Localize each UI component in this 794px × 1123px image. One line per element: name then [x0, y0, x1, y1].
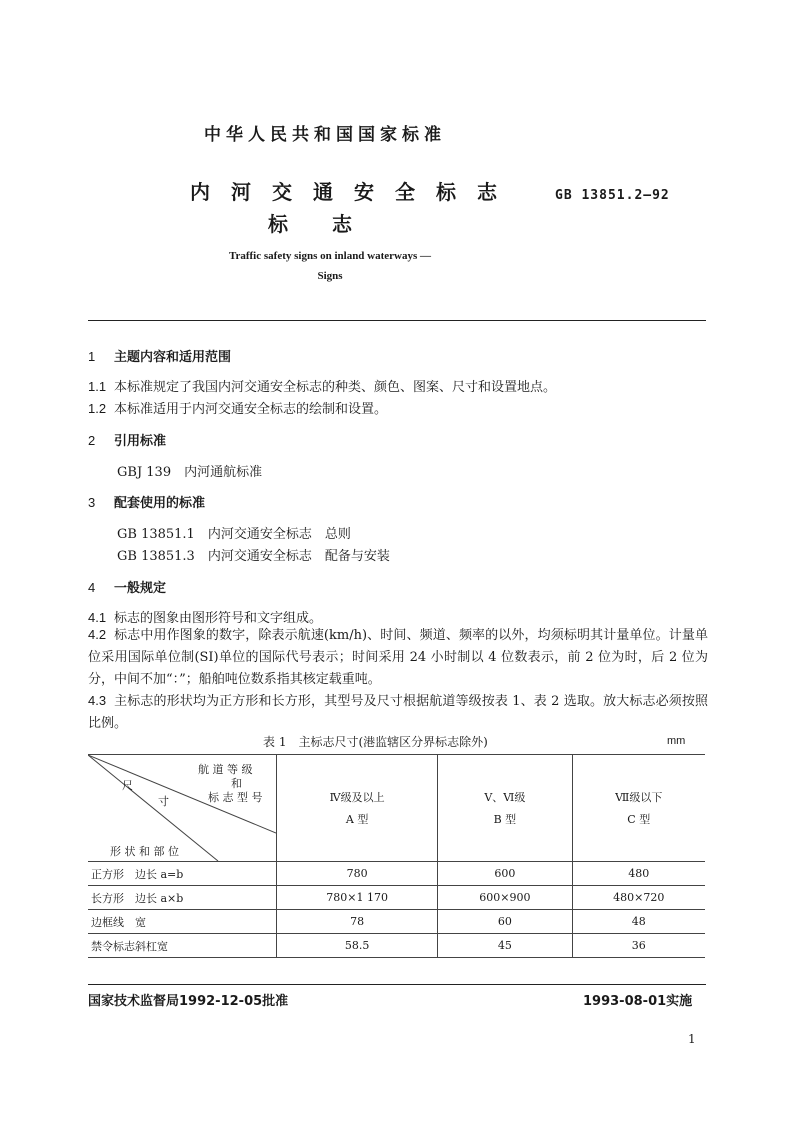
table-cell: 480	[572, 862, 705, 886]
page-number: 1	[688, 1032, 696, 1046]
table-row	[88, 934, 705, 958]
english-subtitle: Signs	[317, 270, 343, 282]
column-header-c	[572, 755, 705, 862]
row-label: 正方形 边长 a=b	[88, 862, 277, 886]
main-sign-size-table	[88, 754, 705, 958]
corner-label-type: 标 志 型 号	[208, 791, 263, 804]
clause-4-3	[88, 690, 708, 735]
document-title: 内河交通安全标志	[190, 180, 518, 204]
corner-label-size-1: 尺	[122, 779, 133, 792]
section-number: 2	[88, 433, 96, 448]
clause-number: 1.2	[88, 401, 107, 416]
english-title: Traffic safety signs on inland waterways —	[228, 250, 432, 262]
section-2-heading	[88, 430, 166, 449]
table-cell: 480×720	[572, 886, 705, 910]
table-cell: 45	[438, 934, 572, 958]
column-grade: Ⅶ级以下	[615, 791, 663, 804]
reference-gbj139: GBJ 139 内河通航标准	[117, 465, 263, 480]
corner-label-shape: 形 状 和 部 位	[110, 845, 179, 858]
table-unit: mm	[667, 735, 686, 747]
corner-label-grade: 航 道 等 级	[198, 763, 253, 776]
column-grade: Ⅳ级及以上	[329, 791, 385, 804]
section-title: 一般规定	[114, 581, 167, 596]
table-header-row	[88, 755, 705, 862]
clause-number: 1.1	[88, 379, 107, 394]
clause-text: 本标准规定了我国内河交通安全标志的种类、颜色、图案、尺寸和设置地点。	[114, 380, 557, 395]
table-row	[88, 862, 705, 886]
section-title: 主题内容和适用范围	[114, 350, 232, 365]
table-cell: 780×1 170	[277, 886, 438, 910]
row-label: 长方形 边长 a×b	[88, 886, 277, 910]
table-corner-cell	[88, 755, 277, 862]
section-3-heading	[88, 492, 205, 511]
clause-1-1	[88, 376, 556, 395]
section-4-heading	[88, 577, 166, 596]
corner-label-and: 和	[231, 777, 242, 790]
table-cell: 58.5	[277, 934, 438, 958]
clause-1-2	[88, 398, 387, 417]
footer-divider	[88, 984, 706, 985]
column-type: C 型	[627, 813, 651, 826]
table-cell: 48	[572, 910, 705, 934]
clause-text: 标志的图象由图形符号和文字组成。	[114, 611, 323, 626]
section-1-heading	[88, 346, 231, 365]
table-cell: 60	[438, 910, 572, 934]
table-caption: 表 1 主标志尺寸(港监辖区分界标志除外)	[263, 735, 488, 749]
clause-text: 本标准适用于内河交通安全标志的绘制和设置。	[114, 402, 388, 417]
standard-code: GB 13851.2—92	[555, 188, 670, 203]
section-number: 4	[88, 580, 96, 595]
corner-label-size-2: 寸	[158, 795, 169, 808]
column-header-b	[438, 755, 572, 862]
reference-gb13851-3: GB 13851.3 内河交通安全标志 配备与安装	[117, 549, 390, 564]
column-type: B 型	[493, 813, 517, 826]
clause-number: 4.1	[88, 610, 107, 625]
clause-number: 4.3	[88, 693, 107, 708]
table-cell: 600	[438, 862, 572, 886]
clause-number: 4.2	[88, 627, 107, 642]
column-grade: Ⅴ、Ⅵ级	[484, 791, 526, 804]
effective-date: 1993-08-01实施	[583, 994, 693, 1009]
reference-gb13851-1: GB 13851.1 内河交通安全标志 总则	[117, 527, 351, 542]
section-title: 引用标准	[114, 434, 167, 449]
issuing-authority: 中华人民共和国国家标准	[204, 125, 446, 145]
table-row	[88, 910, 705, 934]
table-cell: 36	[572, 934, 705, 958]
clause-text: 主标志的形状均为正方形和长方形，其型号及尺寸根据航道等级按表 1、表 2 选取。放大标志必须按照比例。	[88, 694, 708, 731]
section-number: 3	[88, 495, 96, 510]
clause-text: 标志中用作图象的数字，除表示航速(km/h)、时间、频道、频率的以外，均须标明其计量单位。计量单位采用国际单位制(SI)单位的国际代号表示；时间采用 24 小时制以 4 位数表示，前 2 位为时，后 2 位为分，中间不加“：”；船舶吨位数系指其核定载重吨。	[88, 628, 708, 687]
table-cell: 600×900	[438, 886, 572, 910]
clause-4-2	[88, 624, 708, 691]
table-row	[88, 886, 705, 910]
section-number: 1	[88, 349, 96, 364]
column-type: A 型	[345, 813, 369, 826]
row-label: 禁令标志斜杠宽	[88, 934, 277, 958]
approval-line: 国家技术监督局1992-12-05批准	[88, 994, 289, 1009]
header-divider	[88, 320, 706, 321]
document-subtitle: 标志	[268, 212, 396, 236]
table-cell: 780	[277, 862, 438, 886]
row-label: 边框线 宽	[88, 910, 277, 934]
column-header-a	[277, 755, 438, 862]
table-cell: 78	[277, 910, 438, 934]
section-title: 配套使用的标准	[114, 496, 206, 511]
